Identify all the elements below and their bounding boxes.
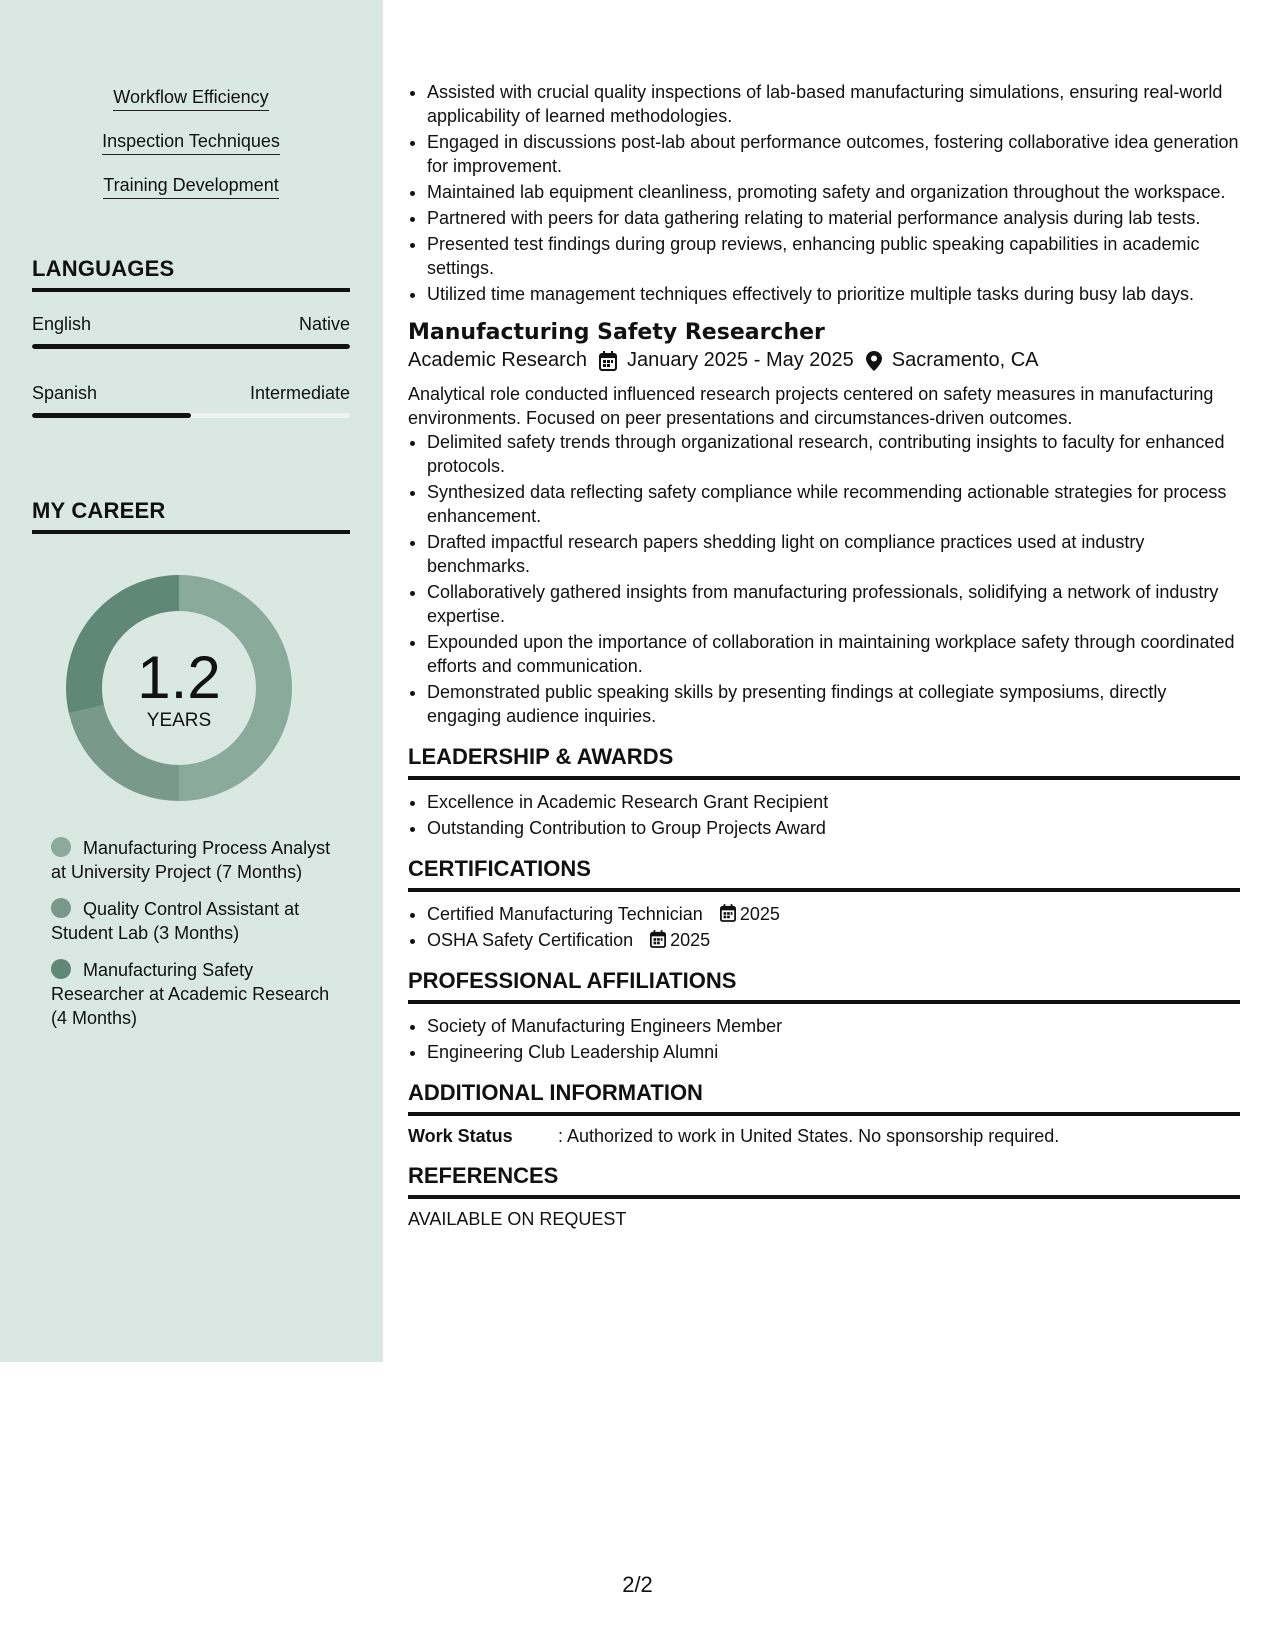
career-heading: MY CAREER — [32, 498, 350, 534]
career-label: Manufacturing Safety Researcher at Academic Research (4 Months) — [51, 960, 330, 1028]
job-location: Sacramento, CA — [891, 349, 1039, 371]
job-description: Analytical role conducted influenced research projects centered on safety measures in manufacturing environments. Focused on peer presentations and circumstances-driven outcomes. — [408, 384, 1214, 428]
list-item: • Collaboratively gathered insights from manufacturing professionals, solidifying a network of industry expertise. — [427, 580, 1240, 628]
language-name: English — [32, 314, 92, 334]
calendar-icon — [720, 904, 736, 922]
list-item: • Engineering Club Leadership Alumni — [427, 1040, 1240, 1064]
certification-date — [720, 904, 780, 924]
language-proficiency-bar — [32, 413, 350, 418]
work-status-label: Work Status — [408, 1126, 513, 1146]
job-title: Manufacturing Safety Researcher — [408, 320, 825, 345]
legend-dot — [51, 959, 71, 979]
language-name: Spanish — [32, 383, 98, 403]
languages-heading: LANGUAGES — [32, 256, 350, 292]
language-proficiency-fill — [32, 413, 191, 418]
certifications-heading: CERTIFICATIONS — [408, 856, 1240, 892]
certifications-list — [408, 902, 1240, 952]
language-proficiency-bar — [32, 344, 350, 349]
certification-name: OSHA Safety Certification — [427, 930, 634, 950]
career-label: Quality Control Assistant at Student Lab (3 Months) — [51, 899, 300, 943]
list-item: • Utilized time management techniques effectively to prioritize multiple tasks during busy lab days. — [427, 282, 1240, 306]
career-legend-item — [51, 836, 341, 884]
career-legend-item — [51, 958, 341, 1030]
work-status-value: : Authorized to work in United States. No sponsorship required. — [558, 1126, 1060, 1146]
list-item: • Drafted impactful research papers shedding light on compliance practices used at industry benchmarks. — [427, 530, 1240, 578]
previous-job-bullets — [408, 80, 1240, 306]
career-label: Manufacturing Process Analyst at University Project (7 Months) — [51, 838, 331, 882]
leadership-heading: LEADERSHIP & AWARDS — [408, 744, 1240, 780]
certification-year: 2025 — [739, 904, 780, 924]
list-item: • Expounded upon the importance of collaboration in maintaining workplace safety through coordinated efforts and communication. — [427, 630, 1240, 678]
references-heading: REFERENCES — [408, 1163, 1240, 1199]
list-item: • Excellence in Academic Research Grant Recipient — [427, 790, 1240, 814]
list-item: • Partnered with peers for data gathering relating to material performance analysis during lab tests. — [427, 206, 1240, 230]
language-proficiency-fill — [32, 344, 350, 349]
language-row — [32, 314, 350, 335]
legend-dot — [51, 898, 71, 918]
calendar-icon — [599, 351, 617, 371]
work-status-row — [408, 1126, 1240, 1147]
certification-year: 2025 — [670, 930, 711, 950]
list-item: • Synthesized data reflecting safety compliance while recommending actionable strategies for process enhancement. — [427, 480, 1240, 528]
calendar-icon — [650, 930, 666, 948]
career-legend-item — [51, 897, 341, 945]
list-item: • Society of Manufacturing Engineers Member — [427, 1014, 1240, 1038]
location-pin-icon — [866, 351, 882, 371]
list-item: • Outstanding Contribution to Group Projects Award — [427, 816, 1240, 840]
career-years-unit: YEARS — [146, 710, 212, 731]
sidebar — [0, 0, 383, 1362]
job-dates: January 2025 - May 2025 — [626, 349, 854, 371]
language-level: Native — [298, 314, 350, 334]
list-item: • Assisted with crucial quality inspections of lab-based manufacturing simulations, ensuring real-world applicability of learned methodologies. — [427, 80, 1240, 128]
career-total-years: 1.2 — [137, 644, 221, 711]
affiliations-list — [408, 1014, 1240, 1064]
career-legend — [51, 836, 341, 1043]
certification-item — [427, 902, 1240, 926]
legend-dot — [51, 837, 71, 857]
leadership-list — [408, 790, 1240, 840]
certification-item — [427, 928, 1240, 952]
language-row — [32, 383, 350, 404]
job-bullets — [408, 430, 1240, 728]
list-item: • Presented test findings during group reviews, enhancing public speaking capabilities in academic settings. — [427, 232, 1240, 280]
page-number: 2/2 — [622, 1572, 653, 1597]
references-text: AVAILABLE ON REQUEST — [408, 1209, 627, 1229]
list-item: • Demonstrated public speaking skills by presenting findings at collegiate symposiums, directly engaging audience inquiries. — [427, 680, 1240, 728]
main-content — [408, 80, 1240, 1230]
certification-name: Certified Manufacturing Technician — [427, 904, 703, 924]
language-level: Intermediate — [249, 383, 350, 403]
job-meta — [408, 349, 1240, 372]
additional-info-heading: ADDITIONAL INFORMATION — [408, 1080, 1240, 1116]
job-company: Academic Research — [408, 349, 587, 371]
skills-list — [32, 86, 350, 218]
list-item: • Engaged in discussions post-lab about performance outcomes, fostering collaborative idea generation for improvement. — [427, 130, 1240, 178]
skill-item: Workflow Efficiency — [113, 86, 268, 111]
list-item: • Maintained lab equipment cleanliness, promoting safety and organization throughout the workspace. — [427, 180, 1240, 204]
affiliations-heading: PROFESSIONAL AFFILIATIONS — [408, 968, 1240, 1004]
skill-item: Inspection Techniques — [102, 130, 280, 155]
skill-item: Training Development — [103, 174, 278, 199]
list-item: • Delimited safety trends through organizational research, contributing insights to faculty for enhanced protocols. — [427, 430, 1240, 478]
certification-date — [650, 930, 710, 950]
